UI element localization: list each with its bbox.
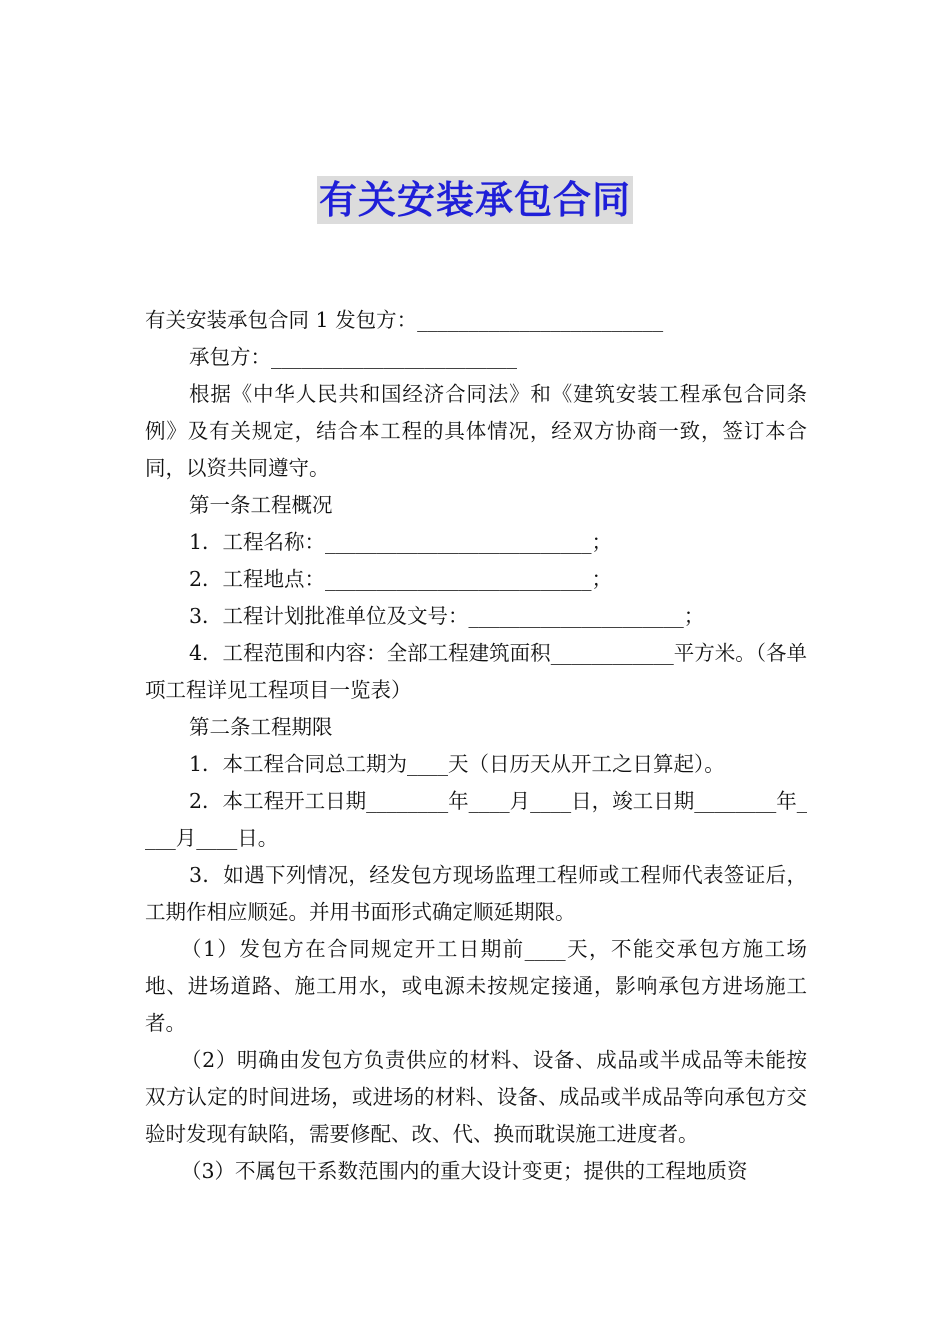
approval-unit-line: 3．工程计划批准单位及文号：_____________________； [189, 604, 705, 628]
article-1-heading: 第一条工程概况 [189, 493, 333, 517]
document-body [145, 302, 807, 1190]
preamble-paragraph: 根据《中华人民共和国经济合同法》和《建筑安装工程承包合同条例》及有关规定，结合本工程的具体情况，经双方协商一致，签订本合同，以资共同遵守。 [145, 382, 807, 480]
condition-2-paragraph: （2）明确由发包方负责供应的材料、设备、成品或半成品等未能按双方认定的时间进场，或进场的材料、设备、成品或半成品等向承包方交验时发现有缺陷，需要修配、改、代、换而耽误施工进度者。 [145, 1048, 807, 1146]
article-2-heading: 第二条工程期限 [189, 715, 333, 739]
contract-header-line: 有关安装承包合同 1 发包方：________________________ [145, 308, 664, 332]
contractor-line: 承包方：________________________ [189, 345, 517, 369]
project-location-line: 2．工程地点：__________________________； [189, 567, 613, 591]
project-name-line: 1．工程名称：__________________________； [189, 530, 613, 554]
dates-paragraph: 2．本工程开工日期________年____月____日，竣工日期________年____月____日。 [145, 789, 807, 850]
document-title: 有关安装承包合同 [318, 178, 631, 222]
condition-1-paragraph: （1）发包方在合同规定开工日期前____天，不能交承包方施工场地、进场道路、施工用水，或电源未按规定接通，影响承包方进场施工者。 [145, 937, 807, 1035]
scope-paragraph: 4．工程范围和内容：全部工程建筑面积____________平方米。（各单项工程详见工程项目一览表） [145, 641, 807, 702]
extension-paragraph: 3．如遇下列情况，经发包方现场监理工程师或工程师代表签证后，工期作相应顺延。并用书面形式确定顺延期限。 [145, 863, 807, 924]
total-duration-line: 1．本工程合同总工期为____天（日历天从开工之日算起）。 [189, 752, 725, 776]
condition-3-paragraph: （3）不属包干系数范围内的重大设计变更；提供的工程地质资 [181, 1159, 748, 1183]
title-wrap [0, 176, 950, 224]
